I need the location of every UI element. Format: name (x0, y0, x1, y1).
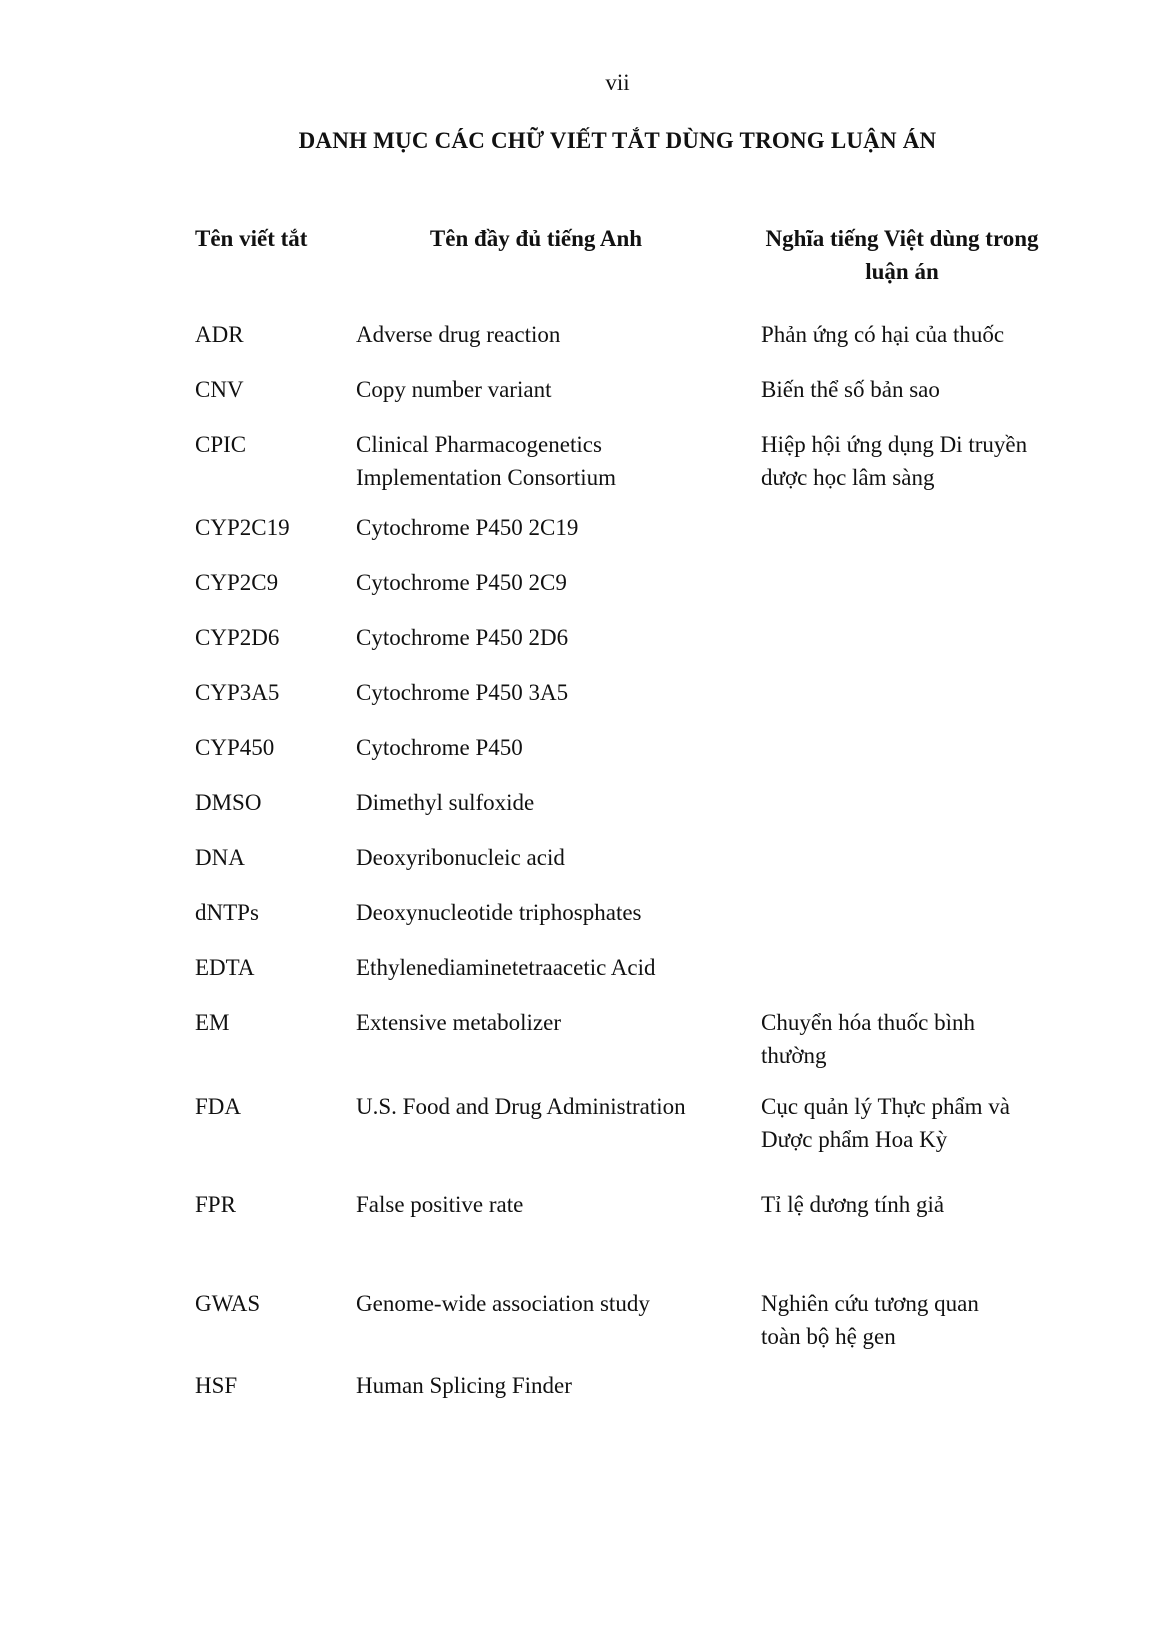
english-name: Human Splicing Finder (356, 1373, 572, 1398)
vietnamese-meaning: Cục quản lý Thực phẩm và Dược phẩm Hoa Kỳ (761, 1094, 1011, 1152)
vietnamese-meaning: Tỉ lệ dương tính giả (761, 1192, 945, 1217)
abbreviation: FPR (195, 1192, 236, 1217)
abbreviation: DNA (195, 845, 245, 870)
header-abbreviation: Tên viết tắt (195, 226, 308, 251)
abbreviation: CPIC (195, 432, 247, 457)
english-name: Clinical Pharmacogenetics Implementation Consortium (356, 432, 616, 490)
abbreviation: CYP450 (195, 735, 275, 760)
english-name: Extensive metabolizer (356, 1010, 562, 1035)
english-name: Dimethyl sulfoxide (356, 790, 535, 815)
english-name: Cytochrome P450 2C19 (356, 515, 579, 540)
english-name: Adverse drug reaction (356, 322, 561, 347)
abbreviation: CNV (195, 377, 244, 402)
page-number: vii (605, 70, 630, 95)
abbreviation: ADR (195, 322, 244, 347)
english-name: Cytochrome P450 2D6 (356, 625, 569, 650)
abbreviation: EM (195, 1010, 230, 1035)
english-name: Cytochrome P450 2C9 (356, 570, 567, 595)
header-vietnamese-meaning: Nghĩa tiếng Việt dùng trong luận án (765, 226, 1039, 284)
english-name: Deoxyribonucleic acid (356, 845, 565, 870)
abbreviation: DMSO (195, 790, 262, 815)
abbreviation: GWAS (195, 1291, 261, 1316)
abbreviation: EDTA (195, 955, 255, 980)
abbreviation: CYP2D6 (195, 625, 280, 650)
abbreviation: HSF (195, 1373, 238, 1398)
abbreviation: CYP3A5 (195, 680, 280, 705)
english-name: Genome-wide association study (356, 1291, 650, 1316)
vietnamese-meaning: Hiệp hội ứng dụng Di truyền dược học lâm sàng (761, 432, 1028, 490)
vietnamese-meaning: Phản ứng có hại của thuốc (761, 322, 1005, 347)
vietnamese-meaning: Nghiên cứu tương quan toàn bộ hệ gen (761, 1291, 979, 1349)
vietnamese-meaning: Biến thể số bản sao (761, 377, 940, 402)
header-english-name: Tên đầy đủ tiếng Anh (429, 226, 643, 251)
vietnamese-meaning: Chuyển hóa thuốc bình thường (761, 1010, 975, 1068)
abbreviation: dNTPs (195, 900, 259, 925)
abbreviation: CYP2C9 (195, 570, 279, 595)
english-name: Cytochrome P450 (356, 735, 523, 760)
english-name: Deoxynucleotide triphosphates (356, 900, 642, 925)
english-name: U.S. Food and Drug Administration (356, 1094, 686, 1119)
page-title: DANH MỤC CÁC CHỮ VIẾT TẮT DÙNG TRONG LUẬN ÁN (298, 128, 937, 153)
english-name: Copy number variant (356, 377, 552, 402)
abbreviation: CYP2C19 (195, 515, 290, 540)
english-name: Ethylenediaminetetraacetic Acid (356, 955, 656, 980)
abbreviation: FDA (195, 1094, 242, 1119)
english-name: False positive rate (356, 1192, 524, 1217)
english-name: Cytochrome P450 3A5 (356, 680, 569, 705)
